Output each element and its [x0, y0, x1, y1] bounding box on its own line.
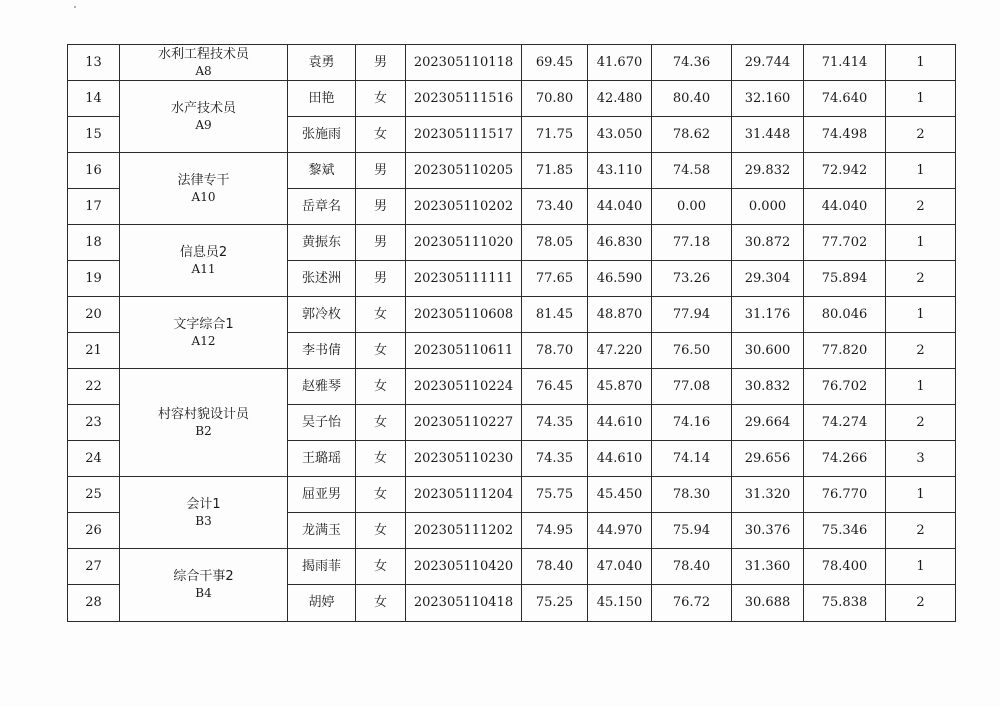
interview-weighted: 30.688	[732, 585, 804, 622]
candidate-gender: 男	[356, 261, 406, 297]
interview-weighted: 31.176	[732, 297, 804, 333]
interview-weighted: 30.600	[732, 333, 804, 369]
written-score: 69.45	[522, 45, 588, 81]
written-score: 76.45	[522, 369, 588, 405]
interview-weighted: 29.656	[732, 441, 804, 477]
table-row	[68, 477, 956, 513]
interview-weighted: 30.832	[732, 369, 804, 405]
ticket-number: 202305111517	[406, 117, 522, 153]
rank: 2	[886, 189, 956, 225]
row-number: 22	[68, 369, 120, 405]
total-score: 72.942	[804, 153, 886, 189]
rank: 1	[886, 45, 956, 81]
total-score: 78.400	[804, 549, 886, 585]
candidate-name: 张施雨	[288, 117, 356, 153]
written-weighted: 44.040	[588, 189, 652, 225]
row-number: 28	[68, 585, 120, 622]
rank: 2	[886, 585, 956, 622]
written-score: 73.40	[522, 189, 588, 225]
candidate-name: 李书倩	[288, 333, 356, 369]
candidate-gender: 女	[356, 585, 406, 622]
written-score: 75.75	[522, 477, 588, 513]
total-score: 75.346	[804, 513, 886, 549]
written-weighted: 43.050	[588, 117, 652, 153]
total-score: 76.702	[804, 369, 886, 405]
interview-score: 78.62	[652, 117, 732, 153]
position-code: B3	[195, 513, 212, 528]
ticket-number: 202305110202	[406, 189, 522, 225]
written-weighted: 44.970	[588, 513, 652, 549]
row-number: 13	[68, 45, 120, 81]
total-score: 44.040	[804, 189, 886, 225]
written-weighted: 47.040	[588, 549, 652, 585]
rank: 2	[886, 117, 956, 153]
candidate-gender: 女	[356, 477, 406, 513]
interview-weighted: 29.832	[732, 153, 804, 189]
written-score: 78.05	[522, 225, 588, 261]
ticket-number: 202305111204	[406, 477, 522, 513]
position-name: 水利工程技术员	[157, 46, 249, 62]
position-code: A11	[191, 261, 216, 276]
written-weighted: 48.870	[588, 297, 652, 333]
ticket-number: 202305111516	[406, 81, 522, 117]
candidate-name: 袁勇	[288, 45, 356, 81]
table-row	[68, 153, 956, 189]
row-number: 14	[68, 81, 120, 117]
written-score: 74.35	[522, 405, 588, 441]
table-row	[68, 225, 956, 261]
rank: 2	[886, 261, 956, 297]
written-score: 71.75	[522, 117, 588, 153]
row-number: 25	[68, 477, 120, 513]
total-score: 74.266	[804, 441, 886, 477]
candidate-gender: 女	[356, 297, 406, 333]
interview-score: 74.36	[652, 45, 732, 81]
candidate-name: 龙满玉	[288, 513, 356, 549]
written-weighted: 46.590	[588, 261, 652, 297]
written-weighted: 45.150	[588, 585, 652, 622]
position-name: 会计1	[186, 496, 221, 512]
row-number: 24	[68, 441, 120, 477]
rank: 1	[886, 549, 956, 585]
position-cell	[120, 45, 288, 81]
candidate-gender: 女	[356, 117, 406, 153]
candidate-name: 岳章名	[288, 189, 356, 225]
candidate-gender: 女	[356, 405, 406, 441]
table-row	[68, 81, 956, 117]
interview-score: 75.94	[652, 513, 732, 549]
total-score: 80.046	[804, 297, 886, 333]
position-code: A8	[195, 63, 212, 78]
ticket-number: 202305110230	[406, 441, 522, 477]
rank: 1	[886, 153, 956, 189]
written-score: 81.45	[522, 297, 588, 333]
written-score: 70.80	[522, 81, 588, 117]
interview-score: 74.14	[652, 441, 732, 477]
position-code: B4	[195, 586, 212, 600]
candidate-name: 田艳	[288, 81, 356, 117]
position-cell	[120, 477, 288, 549]
table-row	[68, 369, 956, 405]
written-weighted: 46.830	[588, 225, 652, 261]
total-score: 77.702	[804, 225, 886, 261]
row-number: 16	[68, 153, 120, 189]
interview-score: 0.00	[652, 189, 732, 225]
written-score: 71.85	[522, 153, 588, 189]
position-name: 信息员2	[179, 244, 228, 260]
written-weighted: 41.670	[588, 45, 652, 81]
score-table	[67, 44, 956, 622]
written-weighted: 47.220	[588, 333, 652, 369]
total-score: 74.640	[804, 81, 886, 117]
interview-weighted: 30.872	[732, 225, 804, 261]
position-name: 村容村貌设计员	[157, 406, 249, 422]
candidate-gender: 女	[356, 333, 406, 369]
total-score: 75.894	[804, 261, 886, 297]
interview-score: 77.08	[652, 369, 732, 405]
rank: 1	[886, 225, 956, 261]
interview-score: 78.40	[652, 549, 732, 585]
interview-score: 73.26	[652, 261, 732, 297]
ticket-number: 202305110611	[406, 333, 522, 369]
rank: 1	[886, 81, 956, 117]
interview-score: 74.58	[652, 153, 732, 189]
position-code: A10	[191, 189, 216, 204]
ticket-number: 202305110418	[406, 585, 522, 622]
candidate-name: 王璐瑶	[288, 441, 356, 477]
total-score: 74.274	[804, 405, 886, 441]
written-score: 78.70	[522, 333, 588, 369]
ticket-number: 202305110118	[406, 45, 522, 81]
written-weighted: 44.610	[588, 405, 652, 441]
ticket-number: 202305111020	[406, 225, 522, 261]
total-score: 75.838	[804, 585, 886, 622]
row-number: 27	[68, 549, 120, 585]
position-name: 水产技术员	[170, 100, 236, 116]
rank: 2	[886, 405, 956, 441]
total-score: 74.498	[804, 117, 886, 153]
table-row	[68, 297, 956, 333]
written-score: 75.25	[522, 585, 588, 622]
candidate-gender: 女	[356, 549, 406, 585]
row-number: 17	[68, 189, 120, 225]
position-cell	[120, 225, 288, 297]
row-number: 20	[68, 297, 120, 333]
ticket-number: 202305111202	[406, 513, 522, 549]
interview-score: 78.30	[652, 477, 732, 513]
interview-weighted: 29.304	[732, 261, 804, 297]
position-cell	[120, 81, 288, 153]
position-code: B2	[195, 423, 212, 438]
ticket-number: 202305110224	[406, 369, 522, 405]
total-score: 77.820	[804, 333, 886, 369]
rank: 2	[886, 513, 956, 549]
written-score: 74.95	[522, 513, 588, 549]
row-number: 15	[68, 117, 120, 153]
candidate-name: 赵雅琴	[288, 369, 356, 405]
position-cell	[120, 153, 288, 225]
ticket-number: 202305111111	[406, 261, 522, 297]
row-number: 19	[68, 261, 120, 297]
written-weighted: 43.110	[588, 153, 652, 189]
position-cell	[120, 369, 288, 477]
written-score: 77.65	[522, 261, 588, 297]
total-score: 76.770	[804, 477, 886, 513]
position-code: A9	[195, 117, 212, 132]
interview-score: 76.72	[652, 585, 732, 622]
interview-score: 74.16	[652, 405, 732, 441]
interview-score: 77.18	[652, 225, 732, 261]
interview-weighted: 31.448	[732, 117, 804, 153]
position-name: 文字综合1	[173, 316, 234, 332]
candidate-gender: 男	[356, 225, 406, 261]
written-score: 78.40	[522, 549, 588, 585]
row-number: 18	[68, 225, 120, 261]
candidate-name: 胡婷	[288, 585, 356, 622]
candidate-gender: 女	[356, 441, 406, 477]
scan-speck	[74, 6, 76, 8]
ticket-number: 202305110205	[406, 153, 522, 189]
candidate-gender: 男	[356, 153, 406, 189]
ticket-number: 202305110227	[406, 405, 522, 441]
written-weighted: 45.870	[588, 369, 652, 405]
row-number: 26	[68, 513, 120, 549]
written-weighted: 42.480	[588, 81, 652, 117]
interview-weighted: 31.360	[732, 549, 804, 585]
position-cell	[120, 297, 288, 369]
candidate-name: 屈亚男	[288, 477, 356, 513]
row-number: 21	[68, 333, 120, 369]
table-row	[68, 45, 956, 81]
interview-weighted: 31.320	[732, 477, 804, 513]
position-name: 法律专干	[177, 172, 230, 188]
candidate-name: 黄振东	[288, 225, 356, 261]
rank: 1	[886, 477, 956, 513]
candidate-name: 张述洲	[288, 261, 356, 297]
candidate-name: 揭雨菲	[288, 549, 356, 585]
candidate-gender: 女	[356, 81, 406, 117]
position-name: 综合干事2	[173, 569, 234, 584]
interview-score: 80.40	[652, 81, 732, 117]
candidate-gender: 男	[356, 45, 406, 81]
interview-weighted: 29.664	[732, 405, 804, 441]
ticket-number: 202305110420	[406, 549, 522, 585]
interview-score: 77.94	[652, 297, 732, 333]
candidate-gender: 男	[356, 189, 406, 225]
candidate-gender: 女	[356, 513, 406, 549]
rank: 3	[886, 441, 956, 477]
written-score: 74.35	[522, 441, 588, 477]
interview-weighted: 32.160	[732, 81, 804, 117]
ticket-number: 202305110608	[406, 297, 522, 333]
rank: 1	[886, 369, 956, 405]
position-code: A12	[191, 333, 216, 348]
interview-weighted: 29.744	[732, 45, 804, 81]
interview-score: 76.50	[652, 333, 732, 369]
row-number: 23	[68, 405, 120, 441]
candidate-gender: 女	[356, 369, 406, 405]
rank: 2	[886, 333, 956, 369]
position-cell	[120, 549, 288, 622]
interview-weighted: 30.376	[732, 513, 804, 549]
candidate-name: 吴子怡	[288, 405, 356, 441]
total-score: 71.414	[804, 45, 886, 81]
table-row	[68, 549, 956, 585]
rank: 1	[886, 297, 956, 333]
interview-weighted: 0.000	[732, 189, 804, 225]
candidate-name: 黎斌	[288, 153, 356, 189]
candidate-name: 郭冷枚	[288, 297, 356, 333]
written-weighted: 44.610	[588, 441, 652, 477]
written-weighted: 45.450	[588, 477, 652, 513]
